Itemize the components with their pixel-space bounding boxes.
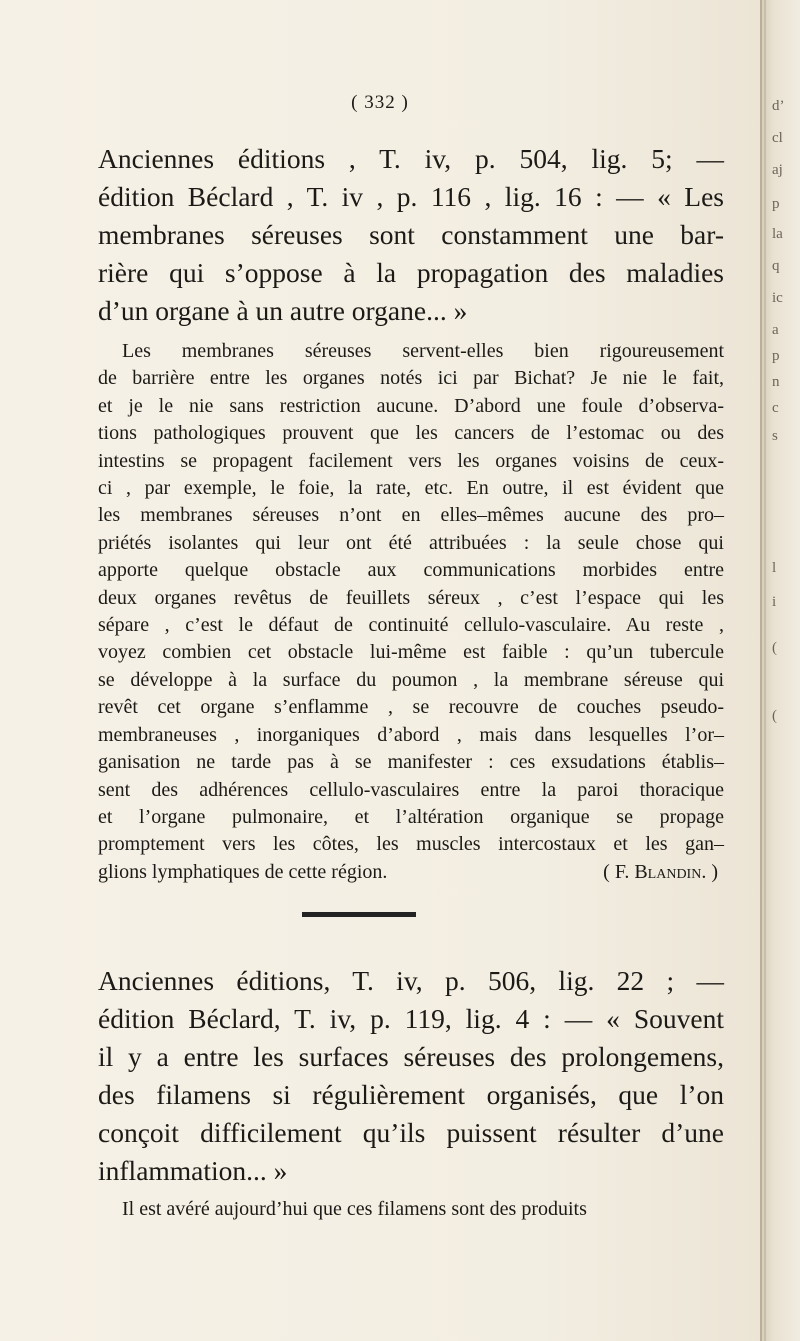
note-line: se développe à la surface du poumon , la membrane séreuse qui [98,668,724,691]
note-line-last [98,859,724,886]
text-line: membranes séreuses sont constamment une bar- [98,219,724,250]
page-number: ( 332 ) [351,92,409,113]
footnote-2 [98,1196,724,1223]
adjacent-page-edge [760,0,800,1341]
margin-fragment: cl [772,130,783,146]
text-line: édition Béclard , T. iv , p. 116 , lig. 16 : — « Les [98,181,724,212]
margin-fragment: p [772,196,780,212]
margin-fragment: la [772,226,783,242]
margin-fragment: aj [772,162,783,178]
note-line: ganisation ne tarde pas à se manifester : ces exsudations établis– [98,751,724,774]
note-line: sépare , c’est le défaut de continuité cellulo-vasculaire. Au reste , [98,614,724,637]
text-block-1 [98,140,724,330]
text-line: d’un organe à un autre organe... » [98,295,468,326]
note-line: membraneuses , inorganiques d’abord , mais dans lesquelles l’or– [98,723,724,746]
text-block-2 [98,962,724,1190]
footnote-blandin [98,338,724,886]
note-line: deux organes revêtus de feuillets séreux , c’est l’espace qui les [98,586,724,609]
text-line: Anciennes éditions, T. iv, p. 506, lig. 22 ; — [98,965,724,996]
margin-fragment: n [772,374,780,390]
margin-fragment: p [772,348,780,364]
margin-fragment: i [772,594,777,610]
note-line: Il est avéré aujourd’hui que ces filamens sont des produits [122,1198,587,1220]
text-line: édition Béclard, T. iv, p. 119, lig. 4 : — « Souvent [98,1003,724,1034]
note-line: sent des adhérences cellulo-vasculaires entre la paroi thoracique [98,778,724,801]
note-line: voyez combien cet obstacle lui-même est faible : qu’un tubercule [98,641,724,664]
margin-fragment: ( [772,708,777,724]
section-divider [302,912,416,917]
note-line: intestins se propagent facilement vers les organes voisins de ceux- [98,449,724,472]
margin-fragment: ( [772,640,777,656]
text-line: des filamens si régulièrement organisés, que l’on [98,1079,724,1110]
note-line-text: glions lymphatiques de cette région. [98,860,388,883]
margin-fragment: l [772,560,777,576]
note-line: et l’organe pulmonaire, et l’altération organique se propage [98,805,724,828]
note-line: Les membranes séreuses servent-elles bien rigoureusement [122,340,724,362]
text-line: il y a entre les surfaces séreuses des prolongemens, [98,1041,724,1072]
note-line: ci , par exemple, le foie, la rate, etc. En outre, il est évident que [98,477,724,500]
note-line: et je le nie sans restriction aucune. D’abord une foule d’observa- [98,394,724,417]
margin-fragment: a [772,322,779,338]
note-line: priétés isolantes qui leur ont été attribuées : la seule chose qui [98,531,724,554]
note-line: apporte quelque obstacle aux communications morbides entre [98,559,724,582]
signature: ( F. Blandin. ) [603,860,718,883]
text-line: inflammation... » [98,1155,288,1186]
note-line: les membranes séreuses n’ont en elles–mêmes aucune des pro– [98,504,724,527]
text-line: conçoit difficilement qu’ils puissent résulter d’une [98,1117,724,1148]
margin-fragment: d’ [772,98,785,114]
text-line: rière qui s’oppose à la propagation des maladies [98,257,724,288]
margin-fragment: q [772,258,780,274]
binding-rule [764,0,766,1341]
note-line: de barrière entre les organes notés ici par Bichat? Je nie le fait, [98,367,724,390]
note-line: revêt cet organe s’enflamme , se recouvre de couches pseudo- [98,696,724,719]
note-line: promptement vers les côtes, les muscles intercostaux et les gan– [98,833,724,856]
text-line: Anciennes éditions , T. iv, p. 504, lig. 5; — [98,143,724,174]
note-line: tions pathologiques prouvent que les cancers de l’estomac ou des [98,422,724,445]
margin-fragment: s [772,428,778,444]
margin-fragment: ic [772,290,783,306]
margin-fragment: c [772,400,779,416]
